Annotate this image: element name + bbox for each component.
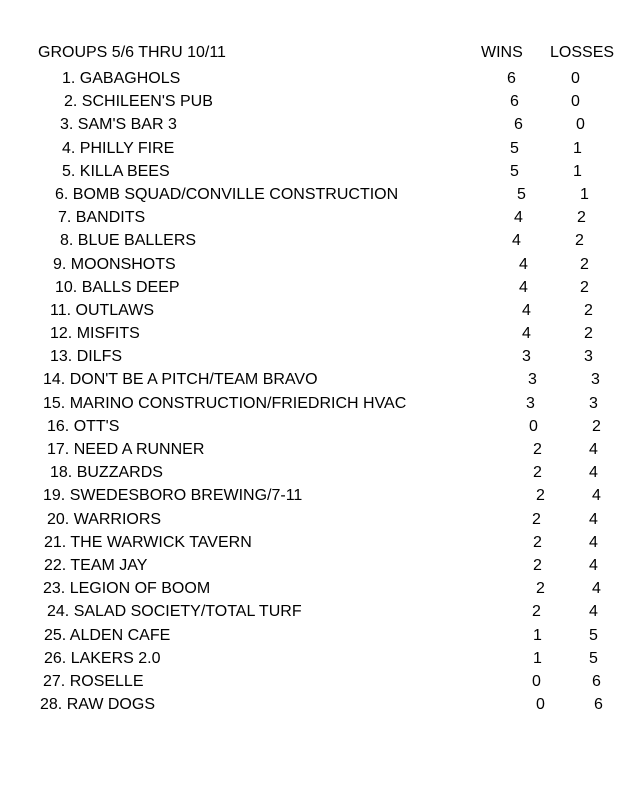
team-wins: 3	[528, 371, 537, 389]
team-name: 7. BANDITS	[58, 209, 146, 227]
standings-row	[0, 114, 640, 137]
standings-row	[0, 694, 640, 717]
team-losses: 1	[573, 139, 582, 157]
standings-row	[0, 462, 640, 485]
standings-row	[0, 601, 640, 624]
page-title: GROUPS 5/6 THRU 10/11	[38, 44, 226, 61]
team-losses: 3	[589, 394, 598, 412]
standings-row	[0, 68, 640, 91]
standings-row	[0, 625, 640, 648]
team-losses: 2	[584, 301, 593, 319]
team-losses: 2	[584, 325, 593, 343]
team-name: 13. DILFS	[50, 348, 123, 366]
team-name: 10. BALLS DEEP	[55, 278, 180, 296]
team-name: 9. MOONSHOTS	[53, 255, 176, 273]
team-losses: 3	[584, 348, 593, 366]
team-wins: 2	[536, 580, 545, 598]
team-name: 18. BUZZARDS	[50, 464, 163, 482]
team-wins: 3	[522, 348, 531, 366]
standings-row	[0, 138, 640, 161]
team-wins: 2	[536, 487, 545, 505]
standings-row	[0, 91, 640, 114]
team-wins: 1	[533, 649, 542, 667]
team-wins: 6	[507, 70, 516, 87]
team-wins: 6	[510, 93, 519, 111]
team-wins: 2	[533, 441, 542, 458]
standings-row	[0, 207, 640, 230]
standings-list	[0, 68, 640, 717]
losses-column-header: LOSSES	[550, 44, 615, 61]
team-wins: 5	[517, 185, 526, 203]
standings-row	[0, 485, 640, 508]
team-wins: 2	[533, 533, 542, 551]
team-losses: 4	[589, 533, 598, 551]
team-name: 11. OUTLAWS	[50, 301, 155, 319]
team-wins: 6	[514, 116, 523, 134]
team-name: 4. PHILLY FIRE	[62, 139, 175, 157]
team-losses: 0	[571, 70, 580, 87]
team-losses: 4	[589, 556, 598, 574]
standings-row	[0, 230, 640, 253]
team-losses: 2	[577, 209, 586, 227]
standings-header	[0, 44, 640, 66]
team-name: 16. OTT'S	[47, 417, 120, 435]
team-losses: 5	[589, 626, 598, 644]
standings-row	[0, 254, 640, 277]
team-wins: 0	[532, 672, 541, 690]
standings-row	[0, 578, 640, 601]
standings-row	[0, 648, 640, 671]
team-name: 8. BLUE BALLERS	[60, 232, 197, 250]
team-losses: 6	[592, 672, 601, 690]
team-name: 25. ALDEN CAFE	[44, 626, 171, 644]
team-wins: 5	[510, 162, 519, 180]
team-wins: 2	[533, 556, 542, 574]
team-wins: 5	[510, 139, 519, 157]
team-name: 14. DON'T BE A PITCH/TEAM BRAVO	[43, 371, 318, 389]
team-losses: 6	[594, 696, 603, 714]
standings-row	[0, 393, 640, 416]
team-name: 5. KILLA BEES	[62, 162, 170, 180]
team-wins: 0	[536, 696, 545, 714]
team-losses: 4	[589, 510, 598, 528]
standings-row	[0, 161, 640, 184]
team-losses: 5	[589, 649, 598, 667]
team-losses: 0	[571, 93, 580, 111]
standings-row	[0, 532, 640, 555]
team-name: 12. MISFITS	[50, 325, 140, 343]
standings-row	[0, 509, 640, 532]
team-losses: 2	[580, 278, 589, 296]
team-wins: 2	[533, 464, 542, 482]
team-name: 2. SCHILEEN'S PUB	[64, 93, 213, 111]
team-wins: 2	[532, 603, 541, 621]
team-name: 20. WARRIORS	[47, 510, 162, 528]
team-wins: 3	[526, 394, 535, 412]
team-name: 3. SAM'S BAR 3	[60, 116, 177, 134]
standings-row	[0, 671, 640, 694]
team-name: 22. TEAM JAY	[44, 556, 148, 574]
team-losses: 3	[591, 371, 600, 389]
team-name: 6. BOMB SQUAD/CONVILLE CONSTRUCTION	[55, 185, 399, 203]
team-wins: 4	[512, 232, 521, 250]
team-losses: 1	[573, 162, 582, 180]
team-losses: 1	[580, 185, 589, 203]
team-name: 24. SALAD SOCIETY/TOTAL TURF	[47, 603, 302, 621]
team-name: 17. NEED A RUNNER	[47, 441, 205, 458]
team-name: 1. GABAGHOLS	[62, 70, 181, 87]
team-losses: 0	[576, 116, 585, 134]
team-wins: 0	[529, 417, 538, 435]
team-name: 23. LEGION OF BOOM	[43, 580, 211, 598]
team-wins: 2	[532, 510, 541, 528]
standings-row	[0, 369, 640, 392]
standings-row	[0, 323, 640, 346]
team-losses: 4	[592, 487, 601, 505]
standings-row	[0, 184, 640, 207]
standings-row	[0, 416, 640, 439]
standings-row	[0, 555, 640, 578]
team-name: 26. LAKERS 2.0	[44, 649, 161, 667]
team-wins: 4	[519, 278, 528, 296]
team-name: 27. ROSELLE	[43, 672, 144, 690]
standings-row	[0, 346, 640, 369]
team-name: 19. SWEDESBORO BREWING/7-11	[43, 487, 303, 505]
team-wins: 4	[522, 325, 531, 343]
standings-row	[0, 300, 640, 323]
wins-column-header: WINS	[481, 44, 523, 61]
team-name: 15. MARINO CONSTRUCTION/FRIEDRICH HVAC	[43, 394, 407, 412]
team-losses: 4	[592, 580, 601, 598]
team-losses: 4	[589, 441, 598, 458]
team-losses: 4	[589, 464, 598, 482]
team-wins: 4	[522, 301, 531, 319]
standings-row	[0, 439, 640, 462]
team-name: 28. RAW DOGS	[40, 696, 155, 714]
team-losses: 2	[592, 417, 601, 435]
team-losses: 4	[589, 603, 598, 621]
team-wins: 1	[533, 626, 542, 644]
team-losses: 2	[575, 232, 584, 250]
team-wins: 4	[514, 209, 523, 227]
standings-row	[0, 277, 640, 300]
team-name: 21. THE WARWICK TAVERN	[44, 533, 252, 551]
team-losses: 2	[580, 255, 589, 273]
team-wins: 4	[519, 255, 528, 273]
